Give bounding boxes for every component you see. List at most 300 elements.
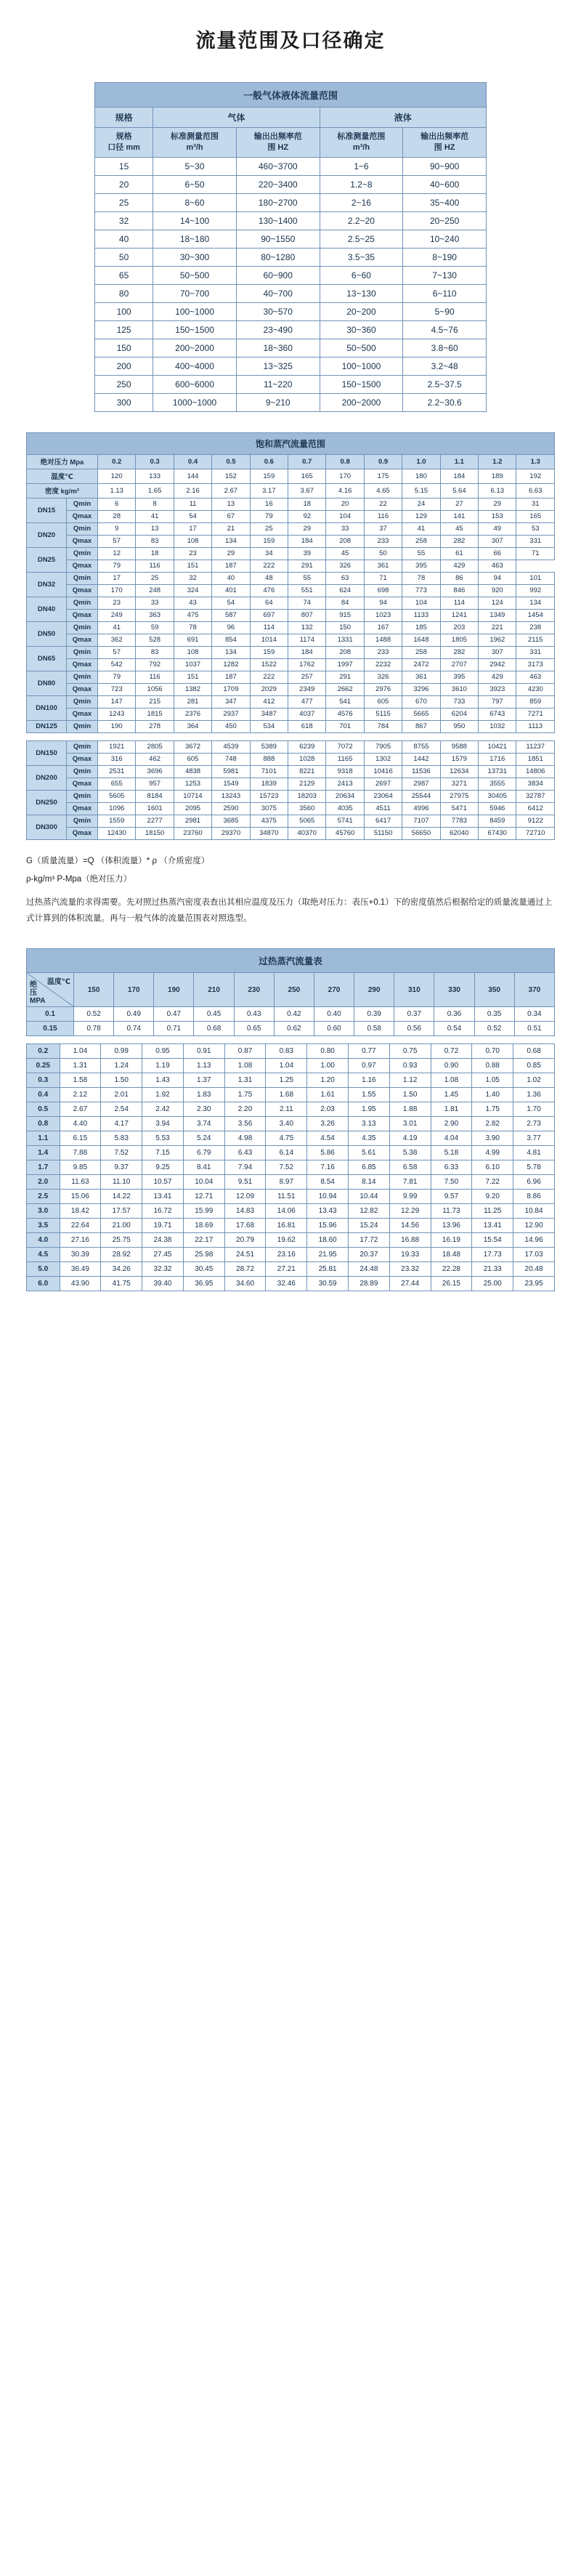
cell-10: 6743 <box>479 708 516 720</box>
cell-2: 3672 <box>174 740 211 753</box>
cell-7: 2697 <box>364 778 402 790</box>
cell-0: 23 <box>98 597 136 609</box>
cell-2: 180~2700 <box>236 193 320 211</box>
cell-0: 41 <box>98 621 136 634</box>
cell-9: 86 <box>440 572 478 584</box>
cell-9: 1.08 <box>431 1073 472 1088</box>
cell-5: 6239 <box>288 740 326 753</box>
cell-2: 23760 <box>174 827 211 839</box>
dn-label: DN15 <box>27 498 67 522</box>
cell-5: 132 <box>288 621 326 634</box>
cell-7: 12.82 <box>348 1204 389 1219</box>
cell-2: 691 <box>174 634 211 646</box>
cell-7: 17.72 <box>348 1233 389 1248</box>
cell-4: 1522 <box>250 658 288 671</box>
cell-6: 7.16 <box>307 1160 349 1175</box>
temperature-2: 144 <box>174 469 211 483</box>
cell-5: 19.62 <box>266 1233 307 1248</box>
cell-3: 1.37 <box>183 1073 224 1088</box>
cell-0: 300 <box>95 393 153 411</box>
cell-1: 11.10 <box>101 1175 142 1190</box>
saturated-steam-flow-table <box>26 432 555 733</box>
cell-8: 56650 <box>402 827 440 839</box>
cell-2: 11~220 <box>236 375 320 393</box>
cell-10: 1.40 <box>472 1088 513 1102</box>
cell-6: 2.03 <box>307 1102 349 1117</box>
cell-9: 45 <box>440 522 478 535</box>
temp-header-0: 150 <box>74 973 114 1007</box>
cell-6: 291 <box>326 671 364 683</box>
cell-0: 100 <box>95 302 153 320</box>
cell-10: 30405 <box>479 790 516 802</box>
temperature-0: 120 <box>98 469 136 483</box>
cell-11: 101 <box>516 572 555 584</box>
cell-3: 1.83 <box>183 1088 224 1102</box>
cell-4: 534 <box>250 720 288 732</box>
cell-0: 50 <box>95 248 153 266</box>
cell-6: 1165 <box>326 753 364 765</box>
cell-9: 7.50 <box>431 1175 472 1190</box>
temp-header-1: 170 <box>114 973 154 1007</box>
q-label: Qmax <box>67 802 98 815</box>
cell-10: 3.90 <box>472 1131 513 1146</box>
pressure-label: 0.25 <box>27 1059 60 1073</box>
cell-10: 17.73 <box>472 1248 513 1262</box>
cell-7: 233 <box>364 535 402 547</box>
cell-0: 5605 <box>98 790 136 802</box>
cell-8: 4.19 <box>389 1131 431 1146</box>
cell-0: 32 <box>95 211 153 230</box>
cell-2: 151 <box>174 671 211 683</box>
cell-6: 0.40 <box>314 1007 354 1022</box>
cell-10: 429 <box>479 671 516 683</box>
q-label: Qmax <box>67 560 98 572</box>
cell-9: 2707 <box>440 658 478 671</box>
cell-0: 4.40 <box>60 1117 101 1131</box>
cell-9: 0.72 <box>431 1044 472 1059</box>
cell-1: 2805 <box>136 740 174 753</box>
cell-2: 9.25 <box>142 1160 184 1175</box>
cell-10: 21.33 <box>472 1262 513 1277</box>
cell-8: 1442 <box>402 753 440 765</box>
cell-8: 25544 <box>402 790 440 802</box>
cell-5: 1174 <box>288 634 326 646</box>
table-row <box>27 671 555 683</box>
cell-4: 6.43 <box>224 1146 266 1160</box>
q-label: Qmin <box>67 646 98 658</box>
cell-6: 0.60 <box>314 1022 354 1036</box>
cell-10: 463 <box>479 560 516 572</box>
q-label: Qmax <box>67 634 98 646</box>
cell-8: 7.81 <box>389 1175 431 1190</box>
cell-1: 1815 <box>136 708 174 720</box>
cell-1: 41 <box>136 510 174 522</box>
cell-11: 8.86 <box>513 1190 555 1204</box>
cell-7: 1.55 <box>348 1088 389 1102</box>
temp-header-9: 330 <box>434 973 474 1007</box>
cell-0: 190 <box>98 720 136 732</box>
cell-10: 2942 <box>479 658 516 671</box>
cell-8: 670 <box>402 695 440 708</box>
table-row <box>95 266 487 284</box>
cell-1: 13 <box>136 522 174 535</box>
pressure-label: 1.1 <box>27 1131 60 1146</box>
cell-2: 30~570 <box>236 302 320 320</box>
density-1: 1.65 <box>136 483 174 498</box>
temperature-3: 152 <box>212 469 250 483</box>
cell-7: 1.16 <box>348 1073 389 1088</box>
cell-4: 3075 <box>250 802 288 815</box>
cell-2: 151 <box>174 560 211 572</box>
cell-3: 21 <box>212 522 250 535</box>
cell-10: 4.99 <box>472 1146 513 1160</box>
cell-3: 0.68 <box>194 1022 234 1036</box>
table-row <box>27 720 555 732</box>
cell-4: 25 <box>250 522 288 535</box>
cell-3: 1709 <box>212 683 250 695</box>
cell-3: 25.98 <box>183 1248 224 1262</box>
cell-9: 395 <box>440 671 478 683</box>
temp-header-11: 370 <box>514 973 554 1007</box>
cell-4: 3487 <box>250 708 288 720</box>
cell-7: 7905 <box>364 740 402 753</box>
cell-9: 16.19 <box>431 1233 472 1248</box>
cell-3: 30~360 <box>320 320 403 339</box>
cell-5: 8.97 <box>266 1175 307 1190</box>
cell-5: 2.11 <box>266 1102 307 1117</box>
cell-6: 18.60 <box>307 1233 349 1248</box>
cell-9: 1805 <box>440 634 478 646</box>
table-row <box>95 339 487 357</box>
cell-5: 92 <box>288 510 326 522</box>
cell-2: 1253 <box>174 778 211 790</box>
cell-3: 29 <box>212 547 250 560</box>
table2-pressure-row <box>27 454 555 469</box>
cell-11: 6412 <box>516 802 555 815</box>
cell-4: 79 <box>250 510 288 522</box>
cell-7: 2976 <box>364 683 402 695</box>
cell-0: 170 <box>98 584 136 597</box>
cell-10: 2.82 <box>472 1117 513 1131</box>
cell-0: 25 <box>95 193 153 211</box>
table-row <box>95 357 487 375</box>
cell-5: 23.16 <box>266 1248 307 1262</box>
q-label: Qmin <box>67 498 98 510</box>
cell-6: 45 <box>326 547 364 560</box>
cell-8: 8755 <box>402 740 440 753</box>
cell-9: 282 <box>440 535 478 547</box>
cell-0: 17 <box>98 572 136 584</box>
cell-5: 74 <box>288 597 326 609</box>
cell-0: 27.16 <box>60 1233 101 1248</box>
table-row <box>27 1022 555 1036</box>
q-label: Qmax <box>67 609 98 621</box>
cell-9: 27975 <box>440 790 478 802</box>
cell-10: 49 <box>479 522 516 535</box>
cell-5: 39 <box>288 547 326 560</box>
pressure-label: 2.0 <box>27 1175 60 1190</box>
cell-2: 4838 <box>174 765 211 778</box>
table-row <box>27 815 555 827</box>
cell-4: 7~130 <box>403 266 487 284</box>
cell-8: 0.37 <box>394 1007 434 1022</box>
temp-header-10: 350 <box>474 973 514 1007</box>
cell-3: 0.91 <box>183 1044 224 1059</box>
cell-1: 528 <box>136 634 174 646</box>
cell-10: 1.75 <box>472 1102 513 1117</box>
cell-0: 250 <box>95 375 153 393</box>
temperature-8: 180 <box>402 469 440 483</box>
pressure-8: 1.0 <box>402 454 440 469</box>
cell-8: 7107 <box>402 815 440 827</box>
cell-2: 39.40 <box>142 1277 184 1291</box>
cell-5: 4037 <box>288 708 326 720</box>
cell-6: 1997 <box>326 658 364 671</box>
density-0: 1.13 <box>98 483 136 498</box>
cell-7: 50 <box>364 547 402 560</box>
q-label: Qmin <box>67 621 98 634</box>
cell-1: 957 <box>136 778 174 790</box>
cell-5: 291 <box>288 560 326 572</box>
cell-6: 104 <box>326 510 364 522</box>
cell-2: 54 <box>174 510 211 522</box>
cell-9: 0.54 <box>434 1022 474 1036</box>
cell-3: 200~2000 <box>320 393 403 411</box>
cell-9: 9.57 <box>431 1190 472 1204</box>
cell-5: 8221 <box>288 765 326 778</box>
cell-11: 0.51 <box>514 1022 554 1036</box>
table-row <box>27 765 555 778</box>
cell-9: 2.90 <box>431 1117 472 1131</box>
cell-7: 22 <box>364 498 402 510</box>
cell-4: 64 <box>250 597 288 609</box>
cell-6: 21.95 <box>307 1248 349 1262</box>
pressure-label: 0.1 <box>27 1007 74 1022</box>
cell-7: 698 <box>364 584 402 597</box>
cell-0: 655 <box>98 778 136 790</box>
cell-1: 3696 <box>136 765 174 778</box>
cell-0: 150 <box>95 339 153 357</box>
cell-4: 48 <box>250 572 288 584</box>
cell-2: 43 <box>174 597 211 609</box>
cell-7: 0.39 <box>354 1007 394 1022</box>
cell-1: 59 <box>136 621 174 634</box>
cell-6: 84 <box>326 597 364 609</box>
cell-3: 13243 <box>212 790 250 802</box>
table1-sub-header-row <box>95 128 487 158</box>
temperature-7: 175 <box>364 469 402 483</box>
cell-8: 3296 <box>402 683 440 695</box>
cell-6: 10.94 <box>307 1190 349 1204</box>
table-row <box>27 740 555 753</box>
cell-2: 108 <box>174 646 211 658</box>
cell-7: 6.85 <box>348 1160 389 1175</box>
cell-3: 187 <box>212 560 250 572</box>
cell-1: 8184 <box>136 790 174 802</box>
cell-3: 30.45 <box>183 1262 224 1277</box>
q-label: Qmin <box>67 671 98 683</box>
cell-0: 0.52 <box>74 1007 114 1022</box>
cell-8: 16.88 <box>389 1233 431 1248</box>
cell-9: 203 <box>440 621 478 634</box>
table-row <box>27 1204 555 1219</box>
cell-4: 10~240 <box>403 230 487 248</box>
cell-4: 2.2~30.6 <box>403 393 487 411</box>
header-liquid: 液体 <box>320 108 486 128</box>
cell-1: 1.50 <box>101 1073 142 1088</box>
cell-1: 600~6000 <box>153 375 237 393</box>
cell-1: 50~500 <box>153 266 237 284</box>
cell-1: 2277 <box>136 815 174 827</box>
cell-4: 0.43 <box>234 1007 274 1022</box>
density-6: 4.16 <box>326 483 364 498</box>
cell-1: 18~180 <box>153 230 237 248</box>
cell-11: 17.03 <box>513 1248 555 1262</box>
temp-header-2: 190 <box>154 973 194 1007</box>
cell-6: 624 <box>326 584 364 597</box>
cell-9: 282 <box>440 646 478 658</box>
pressure-10: 1.2 <box>479 454 516 469</box>
cell-0: 1.58 <box>60 1073 101 1088</box>
cell-6: 1331 <box>326 634 364 646</box>
cell-11: 331 <box>516 535 555 547</box>
cell-8: 12.29 <box>389 1204 431 1219</box>
cell-5: 184 <box>288 535 326 547</box>
cell-7: 10.44 <box>348 1190 389 1204</box>
cell-7: 51150 <box>364 827 402 839</box>
table-row <box>95 157 487 175</box>
cell-5: 27.21 <box>266 1262 307 1277</box>
cell-11: 4.81 <box>513 1146 555 1160</box>
cell-4: 40~600 <box>403 175 487 193</box>
cell-8: 1133 <box>402 609 440 621</box>
table-row <box>27 1219 555 1233</box>
table-row <box>27 1117 555 1131</box>
cell-4: 24.51 <box>224 1248 266 1262</box>
cell-10: 124 <box>479 597 516 609</box>
q-label: Qmin <box>67 572 98 584</box>
cell-5: 29 <box>288 522 326 535</box>
cell-6: 1.61 <box>307 1088 349 1102</box>
q-label: Qmax <box>67 535 98 547</box>
cell-9: 429 <box>440 560 478 572</box>
cell-8: 24 <box>402 498 440 510</box>
cell-6: 4035 <box>326 802 364 815</box>
cell-10: 3923 <box>479 683 516 695</box>
cell-11: 5.78 <box>513 1160 555 1175</box>
table-row <box>27 1277 555 1291</box>
cell-10: 0.52 <box>474 1022 514 1036</box>
cell-1: 1.24 <box>101 1059 142 1073</box>
cell-11: 165 <box>516 510 555 522</box>
cell-10: 0.88 <box>472 1059 513 1073</box>
cell-8: 129 <box>402 510 440 522</box>
cell-4: 3.8~60 <box>403 339 487 357</box>
cell-4: 222 <box>250 560 288 572</box>
cell-10: 10421 <box>479 740 516 753</box>
cell-1: 8~60 <box>153 193 237 211</box>
cell-6: 2413 <box>326 778 364 790</box>
temp-header-8: 310 <box>394 973 434 1007</box>
cell-8: 14.56 <box>389 1219 431 1233</box>
q-label: Qmin <box>67 720 98 732</box>
table-row <box>27 1262 555 1277</box>
cell-1: 6~50 <box>153 175 237 193</box>
cell-11: 4230 <box>516 683 555 695</box>
cell-0: 15.06 <box>60 1190 101 1204</box>
cell-10: 0.70 <box>472 1044 513 1059</box>
cell-11: 11237 <box>516 740 555 753</box>
cell-7: 5.61 <box>348 1146 389 1160</box>
cell-10: 797 <box>479 695 516 708</box>
cell-11: 3.77 <box>513 1131 555 1146</box>
table1-wrapper <box>0 82 581 412</box>
cell-7: 94 <box>364 597 402 609</box>
cell-4: 1839 <box>250 778 288 790</box>
table-row <box>27 510 555 522</box>
cell-0: 15 <box>95 157 153 175</box>
cell-9: 950 <box>440 720 478 732</box>
density-11: 6.63 <box>516 483 555 498</box>
pressure-1: 0.3 <box>136 454 174 469</box>
cell-1: 25.75 <box>101 1233 142 1248</box>
cell-0: 43.90 <box>60 1277 101 1291</box>
cell-8: 773 <box>402 584 440 597</box>
pressure-2: 0.4 <box>174 454 211 469</box>
table1-main-header: 一般气体液体流量范围 <box>95 83 487 108</box>
table-row <box>27 584 555 597</box>
table1-group-header-row <box>95 108 487 128</box>
cell-4: 20.79 <box>224 1233 266 1248</box>
cell-4: 3.2~48 <box>403 357 487 375</box>
pressure-label: 4.0 <box>27 1233 60 1248</box>
cell-5: 1.68 <box>266 1088 307 1102</box>
document-page <box>0 25 581 1320</box>
header-sub-3: 标准测量范围 m³/h <box>320 128 403 158</box>
cell-2: 78 <box>174 621 211 634</box>
table2b-wrapper <box>0 740 581 840</box>
cell-11: 1.36 <box>513 1088 555 1102</box>
cell-3: 0.45 <box>194 1007 234 1022</box>
cell-7: 3.13 <box>348 1117 389 1131</box>
cell-3: 5.24 <box>183 1131 224 1146</box>
table2-wrapper <box>0 432 581 733</box>
cell-9: 114 <box>440 597 478 609</box>
cell-7: 233 <box>364 646 402 658</box>
cell-2: 7.15 <box>142 1146 184 1160</box>
cell-8: 1.88 <box>389 1102 431 1117</box>
cell-9: 12634 <box>440 765 478 778</box>
pressure-label: 0.3 <box>27 1073 60 1088</box>
cell-3: 22.17 <box>183 1233 224 1248</box>
cell-2: 1382 <box>174 683 211 695</box>
q-label: Qmax <box>67 658 98 671</box>
cell-9: 141 <box>440 510 478 522</box>
cell-2: 27.45 <box>142 1248 184 1262</box>
cell-6: 5741 <box>326 815 364 827</box>
cell-11: 859 <box>516 695 555 708</box>
table-row <box>95 284 487 302</box>
cell-4: 34 <box>250 547 288 560</box>
cell-7: 361 <box>364 560 402 572</box>
cell-1: 462 <box>136 753 174 765</box>
cell-9: 26.15 <box>431 1277 472 1291</box>
cell-2: 2095 <box>174 802 211 815</box>
table2-main-header-row <box>27 432 555 454</box>
cell-9: 6.33 <box>431 1160 472 1175</box>
pressure-label: 0.5 <box>27 1102 60 1117</box>
cell-8: 361 <box>402 671 440 683</box>
